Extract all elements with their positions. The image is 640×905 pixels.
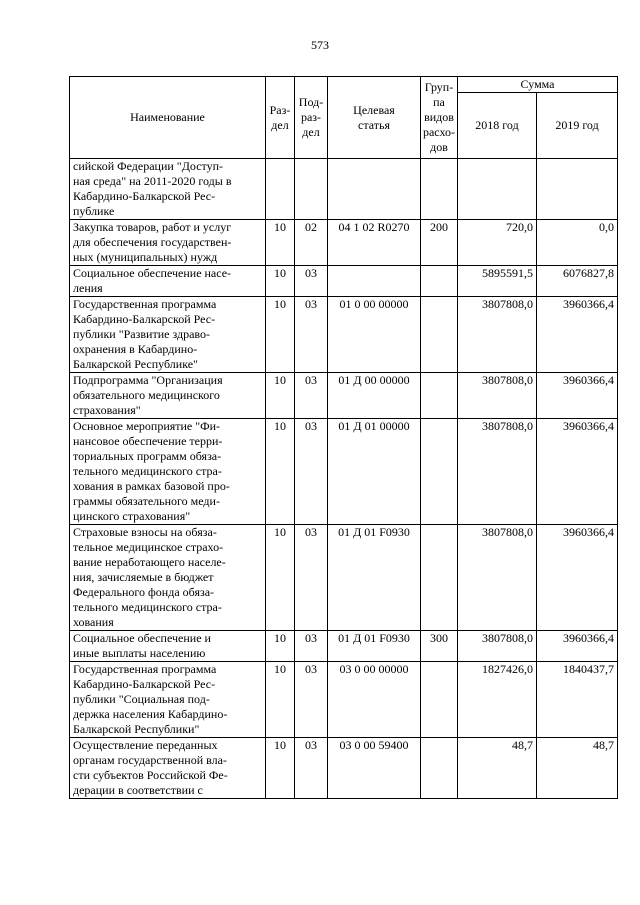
- table-row: [70, 220, 618, 266]
- row-section: 10: [266, 738, 295, 799]
- table-row: [70, 297, 618, 373]
- row-subsection: 03: [295, 525, 328, 631]
- header-year-2019: 2019 год: [537, 93, 618, 159]
- row-subsection: 03: [295, 373, 328, 419]
- row-target-article: 01 Д 01 F0930: [328, 525, 421, 631]
- row-section: 10: [266, 419, 295, 525]
- row-target-article: 01 Д 01 00000: [328, 419, 421, 525]
- row-subsection: 03: [295, 419, 328, 525]
- row-subsection: [295, 159, 328, 220]
- table-row: [70, 631, 618, 662]
- table-row: [70, 419, 618, 525]
- row-name: Социальное обеспечение насе- ления: [70, 266, 266, 297]
- row-name: Страховые взносы на обяза- тельное медицинское страхо- вание неработающего населе- ния, зачисляемые в бюджет Федерального фонда обяза- тельного медицинского стра- хования: [70, 525, 266, 631]
- header-name: Наименование: [70, 77, 266, 159]
- row-name: Государственная программа Кабардино-Балкарской Рес- публики "Социальная под- держка населения Кабардино- Балкарской Республики": [70, 662, 266, 738]
- header-sum: Сумма: [458, 77, 618, 93]
- row-name: Государственная программа Кабардино-Балкарской Рес- публики "Развитие здраво- охранения в Кабардино- Балкарской Республике": [70, 297, 266, 373]
- row-expense-group: [421, 266, 458, 297]
- row-subsection: 03: [295, 297, 328, 373]
- row-subsection: 03: [295, 266, 328, 297]
- row-target-article: 04 1 02 R0270: [328, 220, 421, 266]
- table-row: [70, 266, 618, 297]
- row-section: [266, 159, 295, 220]
- table-row: [70, 738, 618, 799]
- row-target-article: 01 0 00 00000: [328, 297, 421, 373]
- row-sum-2018: 48,7: [458, 738, 537, 799]
- row-section: 10: [266, 373, 295, 419]
- row-section: 10: [266, 662, 295, 738]
- table-row: [70, 662, 618, 738]
- row-target-article: 03 0 00 59400: [328, 738, 421, 799]
- row-target-article: 01 Д 00 00000: [328, 373, 421, 419]
- row-sum-2019: 3960366,4: [537, 419, 618, 525]
- row-sum-2019: 6076827,8: [537, 266, 618, 297]
- row-target-article: 03 0 00 00000: [328, 662, 421, 738]
- row-sum-2019: 3960366,4: [537, 297, 618, 373]
- row-subsection: 03: [295, 738, 328, 799]
- row-sum-2018: 3807808,0: [458, 525, 537, 631]
- row-sum-2019: 3960366,4: [537, 525, 618, 631]
- row-sum-2018: 3807808,0: [458, 631, 537, 662]
- row-subsection: 03: [295, 631, 328, 662]
- row-section: 10: [266, 266, 295, 297]
- row-sum-2019: 1840437,7: [537, 662, 618, 738]
- row-name: Закупка товаров, работ и услуг для обеспечения государствен- ных (муниципальных) нужд: [70, 220, 266, 266]
- row-target-article: 01 Д 01 F0930: [328, 631, 421, 662]
- row-sum-2018: [458, 159, 537, 220]
- table-header: [70, 77, 618, 159]
- row-target-article: [328, 159, 421, 220]
- row-name: Осуществление переданных органам государственной вла- сти субъектов Российской Фе- дерации в соответствии с: [70, 738, 266, 799]
- row-name: Основное мероприятие "Фи- нансовое обеспечение терри- ториальных программ обяза- тельного медицинского стра- хования в рамках базовой про- граммы обязательного меди- цинского страхования": [70, 419, 266, 525]
- row-expense-group: [421, 419, 458, 525]
- row-name: сийской Федерации "Доступ- ная среда" на 2011-2020 годы в Кабардино-Балкарской Рес- публике: [70, 159, 266, 220]
- row-name: Подпрограмма "Организация обязательного медицинского страхования": [70, 373, 266, 419]
- row-expense-group: [421, 159, 458, 220]
- row-expense-group: 300: [421, 631, 458, 662]
- row-target-article: [328, 266, 421, 297]
- header-expense-group: Груп- па видов расхо- дов: [421, 77, 458, 159]
- row-expense-group: [421, 662, 458, 738]
- row-section: 10: [266, 220, 295, 266]
- budget-table: [69, 76, 618, 799]
- row-subsection: 03: [295, 662, 328, 738]
- row-sum-2018: 5895591,5: [458, 266, 537, 297]
- page-number: 573: [311, 38, 329, 52]
- header-subsection: Под- раз- дел: [295, 77, 328, 159]
- row-subsection: 02: [295, 220, 328, 266]
- row-sum-2018: 3807808,0: [458, 297, 537, 373]
- row-sum-2018: 3807808,0: [458, 373, 537, 419]
- table-row: [70, 525, 618, 631]
- table-row: [70, 159, 618, 220]
- row-sum-2018: 1827426,0: [458, 662, 537, 738]
- row-section: 10: [266, 631, 295, 662]
- header-year-2018: 2018 год: [458, 93, 537, 159]
- row-sum-2018: 720,0: [458, 220, 537, 266]
- row-expense-group: [421, 525, 458, 631]
- row-sum-2019: 48,7: [537, 738, 618, 799]
- row-sum-2018: 3807808,0: [458, 419, 537, 525]
- row-expense-group: [421, 373, 458, 419]
- row-expense-group: [421, 297, 458, 373]
- row-sum-2019: 0,0: [537, 220, 618, 266]
- table-body: [70, 159, 618, 799]
- row-sum-2019: 3960366,4: [537, 373, 618, 419]
- row-sum-2019: [537, 159, 618, 220]
- row-name: Социальное обеспечение и иные выплаты населению: [70, 631, 266, 662]
- header-target-article: Целевая статья: [328, 77, 421, 159]
- header-section: Раз- дел: [266, 77, 295, 159]
- row-expense-group: [421, 738, 458, 799]
- table-row: [70, 373, 618, 419]
- row-section: 10: [266, 525, 295, 631]
- row-section: 10: [266, 297, 295, 373]
- row-expense-group: 200: [421, 220, 458, 266]
- row-sum-2019: 3960366,4: [537, 631, 618, 662]
